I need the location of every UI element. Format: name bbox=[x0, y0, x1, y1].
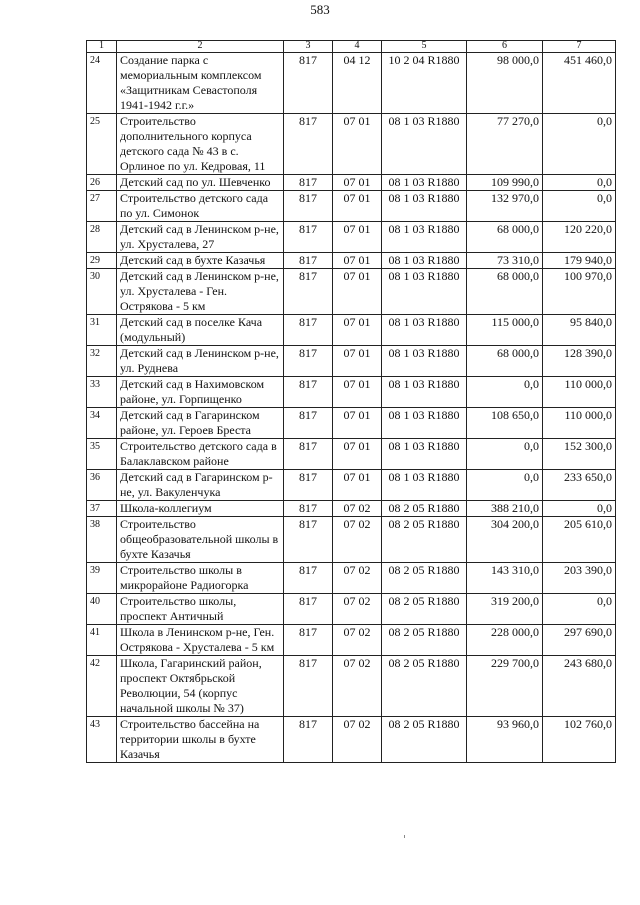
object-name: Строительство школы в микрорайоне Радиогорка bbox=[117, 563, 284, 594]
ministry-code: 817 bbox=[284, 222, 333, 253]
ministry-code: 817 bbox=[284, 269, 333, 315]
table-row bbox=[87, 315, 616, 346]
target-code: 08 1 03 R1880 bbox=[382, 408, 467, 439]
header-row bbox=[87, 41, 616, 53]
ministry-code: 817 bbox=[284, 470, 333, 501]
table-row bbox=[87, 191, 616, 222]
section-code: 07 01 bbox=[333, 470, 382, 501]
row-number: 25 bbox=[87, 114, 117, 175]
row-number: 33 bbox=[87, 377, 117, 408]
page-number: 583 bbox=[310, 2, 330, 17]
row-number: 40 bbox=[87, 594, 117, 625]
row-number: 34 bbox=[87, 408, 117, 439]
amount-year-1: 229 700,0 bbox=[467, 656, 543, 717]
table-row bbox=[87, 408, 616, 439]
row-number: 29 bbox=[87, 253, 117, 269]
table-row bbox=[87, 222, 616, 253]
amount-year-2: 203 390,0 bbox=[543, 563, 616, 594]
table-row bbox=[87, 377, 616, 408]
amount-year-2: 297 690,0 bbox=[543, 625, 616, 656]
section-code: 07 02 bbox=[333, 717, 382, 763]
table-row bbox=[87, 625, 616, 656]
amount-year-2: 0,0 bbox=[543, 191, 616, 222]
amount-year-1: 68 000,0 bbox=[467, 222, 543, 253]
object-name: Детский сад в поселке Кача (модульный) bbox=[117, 315, 284, 346]
col-header: 4 bbox=[333, 41, 382, 53]
amount-year-2: 205 610,0 bbox=[543, 517, 616, 563]
amount-year-2: 0,0 bbox=[543, 114, 616, 175]
row-number: 43 bbox=[87, 717, 117, 763]
section-code: 07 01 bbox=[333, 408, 382, 439]
ministry-code: 817 bbox=[284, 315, 333, 346]
amount-year-1: 98 000,0 bbox=[467, 53, 543, 114]
section-code: 07 01 bbox=[333, 346, 382, 377]
table-row bbox=[87, 517, 616, 563]
table-row bbox=[87, 439, 616, 470]
ministry-code: 817 bbox=[284, 253, 333, 269]
ministry-code: 817 bbox=[284, 625, 333, 656]
amount-year-2: 0,0 bbox=[543, 175, 616, 191]
amount-year-1: 388 210,0 bbox=[467, 501, 543, 517]
col-header: 5 bbox=[382, 41, 467, 53]
target-code: 08 1 03 R1880 bbox=[382, 470, 467, 501]
amount-year-1: 319 200,0 bbox=[467, 594, 543, 625]
section-code: 07 02 bbox=[333, 594, 382, 625]
table-row bbox=[87, 717, 616, 763]
amount-year-2: 120 220,0 bbox=[543, 222, 616, 253]
section-code: 07 01 bbox=[333, 377, 382, 408]
object-name: Детский сад по ул. Шевченко bbox=[117, 175, 284, 191]
section-code: 07 01 bbox=[333, 439, 382, 470]
row-number: 26 bbox=[87, 175, 117, 191]
target-code: 08 2 05 R1880 bbox=[382, 563, 467, 594]
row-number: 35 bbox=[87, 439, 117, 470]
section-code: 04 12 bbox=[333, 53, 382, 114]
row-number: 32 bbox=[87, 346, 117, 377]
object-name: Детский сад в Ленинском р-не, ул. Хрусталева - Ген. Острякова - 5 км bbox=[117, 269, 284, 315]
object-name: Школа-коллегиум bbox=[117, 501, 284, 517]
object-name: Строительство дополнительного корпуса детского сада № 43 в с. Орлиное по ул. Кедровая, 11 bbox=[117, 114, 284, 175]
table-row bbox=[87, 253, 616, 269]
section-code: 07 02 bbox=[333, 563, 382, 594]
object-name: Детский сад в бухте Казачья bbox=[117, 253, 284, 269]
target-code: 08 1 03 R1880 bbox=[382, 191, 467, 222]
ministry-code: 817 bbox=[284, 517, 333, 563]
amount-year-2: 95 840,0 bbox=[543, 315, 616, 346]
section-code: 07 01 bbox=[333, 222, 382, 253]
amount-year-1: 68 000,0 bbox=[467, 346, 543, 377]
section-code: 07 01 bbox=[333, 175, 382, 191]
amount-year-2: 128 390,0 bbox=[543, 346, 616, 377]
row-number: 42 bbox=[87, 656, 117, 717]
object-name: Создание парка с мемориальным комплексом «Защитникам Севастополя 1941-1942 г.г.» bbox=[117, 53, 284, 114]
section-code: 07 01 bbox=[333, 269, 382, 315]
row-number: 30 bbox=[87, 269, 117, 315]
col-header: 2 bbox=[117, 41, 284, 53]
target-code: 08 1 03 R1880 bbox=[382, 114, 467, 175]
ministry-code: 817 bbox=[284, 408, 333, 439]
table-row bbox=[87, 269, 616, 315]
amount-year-1: 68 000,0 bbox=[467, 269, 543, 315]
amount-year-1: 115 000,0 bbox=[467, 315, 543, 346]
object-name: Детский сад в Ленинском р-не, ул. Руднева bbox=[117, 346, 284, 377]
ministry-code: 817 bbox=[284, 377, 333, 408]
col-header: 1 bbox=[87, 41, 117, 53]
ministry-code: 817 bbox=[284, 563, 333, 594]
table-row bbox=[87, 470, 616, 501]
amount-year-1: 93 960,0 bbox=[467, 717, 543, 763]
table-row bbox=[87, 501, 616, 517]
ministry-code: 817 bbox=[284, 53, 333, 114]
amount-year-1: 0,0 bbox=[467, 470, 543, 501]
amount-year-1: 108 650,0 bbox=[467, 408, 543, 439]
object-name: Строительство бассейна на территории школы в бухте Казачья bbox=[117, 717, 284, 763]
col-header: 7 bbox=[543, 41, 616, 53]
row-number: 31 bbox=[87, 315, 117, 346]
ministry-code: 817 bbox=[284, 175, 333, 191]
col-header: 6 bbox=[467, 41, 543, 53]
object-name: Строительство детского сада в Балаклавском районе bbox=[117, 439, 284, 470]
target-code: 08 2 05 R1880 bbox=[382, 717, 467, 763]
col-header: 3 bbox=[284, 41, 333, 53]
amount-year-2: 451 460,0 bbox=[543, 53, 616, 114]
amount-year-2: 233 650,0 bbox=[543, 470, 616, 501]
row-number: 41 bbox=[87, 625, 117, 656]
object-name: Строительство детского сада по ул. Симонок bbox=[117, 191, 284, 222]
target-code: 08 1 03 R1880 bbox=[382, 315, 467, 346]
amount-year-1: 73 310,0 bbox=[467, 253, 543, 269]
amount-year-1: 0,0 bbox=[467, 377, 543, 408]
row-number: 37 bbox=[87, 501, 117, 517]
table-row bbox=[87, 175, 616, 191]
amount-year-1: 109 990,0 bbox=[467, 175, 543, 191]
object-name: Детский сад в Нахимовском районе, ул. Горпищенко bbox=[117, 377, 284, 408]
ministry-code: 817 bbox=[284, 717, 333, 763]
target-code: 08 2 05 R1880 bbox=[382, 656, 467, 717]
target-code: 08 2 05 R1880 bbox=[382, 625, 467, 656]
target-code: 08 1 03 R1880 bbox=[382, 377, 467, 408]
object-name: Детский сад в Гагаринском районе, ул. Героев Бреста bbox=[117, 408, 284, 439]
row-number: 28 bbox=[87, 222, 117, 253]
section-code: 07 01 bbox=[333, 315, 382, 346]
ministry-code: 817 bbox=[284, 656, 333, 717]
row-number: 27 bbox=[87, 191, 117, 222]
target-code: 08 1 03 R1880 bbox=[382, 175, 467, 191]
table-row bbox=[87, 114, 616, 175]
amount-year-2: 0,0 bbox=[543, 501, 616, 517]
amount-year-1: 0,0 bbox=[467, 439, 543, 470]
amount-year-1: 304 200,0 bbox=[467, 517, 543, 563]
target-code: 08 2 05 R1880 bbox=[382, 501, 467, 517]
row-number: 36 bbox=[87, 470, 117, 501]
object-name: Школа в Ленинском р-не, Ген. Острякова - Хрусталева - 5 км bbox=[117, 625, 284, 656]
amount-year-2: 100 970,0 bbox=[543, 269, 616, 315]
target-code: 10 2 04 R1880 bbox=[382, 53, 467, 114]
target-code: 08 2 05 R1880 bbox=[382, 594, 467, 625]
object-name: Школа, Гагаринский район, проспект Октябрьской Революции, 54 (корпус начальной школы № 37) bbox=[117, 656, 284, 717]
object-name: Детский сад в Ленинском р-не, ул. Хрусталева, 27 bbox=[117, 222, 284, 253]
amount-year-1: 132 970,0 bbox=[467, 191, 543, 222]
amount-year-1: 143 310,0 bbox=[467, 563, 543, 594]
target-code: 08 1 03 R1880 bbox=[382, 269, 467, 315]
target-code: 08 1 03 R1880 bbox=[382, 222, 467, 253]
object-name: Строительство общеобразовательной школы в бухте Казачья bbox=[117, 517, 284, 563]
section-code: 07 01 bbox=[333, 191, 382, 222]
object-name: Детский сад в Гагаринском р-не, ул. Вакуленчука bbox=[117, 470, 284, 501]
section-code: 07 02 bbox=[333, 501, 382, 517]
table-row bbox=[87, 656, 616, 717]
ministry-code: 817 bbox=[284, 594, 333, 625]
ministry-code: 817 bbox=[284, 346, 333, 377]
section-code: 07 01 bbox=[333, 114, 382, 175]
table-row bbox=[87, 563, 616, 594]
amount-year-2: 179 940,0 bbox=[543, 253, 616, 269]
table-row bbox=[87, 346, 616, 377]
ministry-code: 817 bbox=[284, 439, 333, 470]
section-code: 07 02 bbox=[333, 656, 382, 717]
ministry-code: 817 bbox=[284, 114, 333, 175]
table-row bbox=[87, 594, 616, 625]
object-name: Строительство школы, проспект Античный bbox=[117, 594, 284, 625]
target-code: 08 1 03 R1880 bbox=[382, 439, 467, 470]
amount-year-2: 110 000,0 bbox=[543, 408, 616, 439]
ministry-code: 817 bbox=[284, 501, 333, 517]
amount-year-2: 0,0 bbox=[543, 594, 616, 625]
target-code: 08 1 03 R1880 bbox=[382, 253, 467, 269]
section-code: 07 01 bbox=[333, 253, 382, 269]
amount-year-1: 77 270,0 bbox=[467, 114, 543, 175]
amount-year-2: 152 300,0 bbox=[543, 439, 616, 470]
amount-year-2: 102 760,0 bbox=[543, 717, 616, 763]
target-code: 08 1 03 R1880 bbox=[382, 346, 467, 377]
target-code: 08 2 05 R1880 bbox=[382, 517, 467, 563]
section-code: 07 02 bbox=[333, 517, 382, 563]
row-number: 24 bbox=[87, 53, 117, 114]
amount-year-2: 243 680,0 bbox=[543, 656, 616, 717]
row-number: 38 bbox=[87, 517, 117, 563]
budget-table bbox=[86, 40, 616, 763]
table-row bbox=[87, 53, 616, 114]
ministry-code: 817 bbox=[284, 191, 333, 222]
amount-year-1: 228 000,0 bbox=[467, 625, 543, 656]
scan-mark bbox=[404, 835, 405, 838]
amount-year-2: 110 000,0 bbox=[543, 377, 616, 408]
section-code: 07 02 bbox=[333, 625, 382, 656]
row-number: 39 bbox=[87, 563, 117, 594]
